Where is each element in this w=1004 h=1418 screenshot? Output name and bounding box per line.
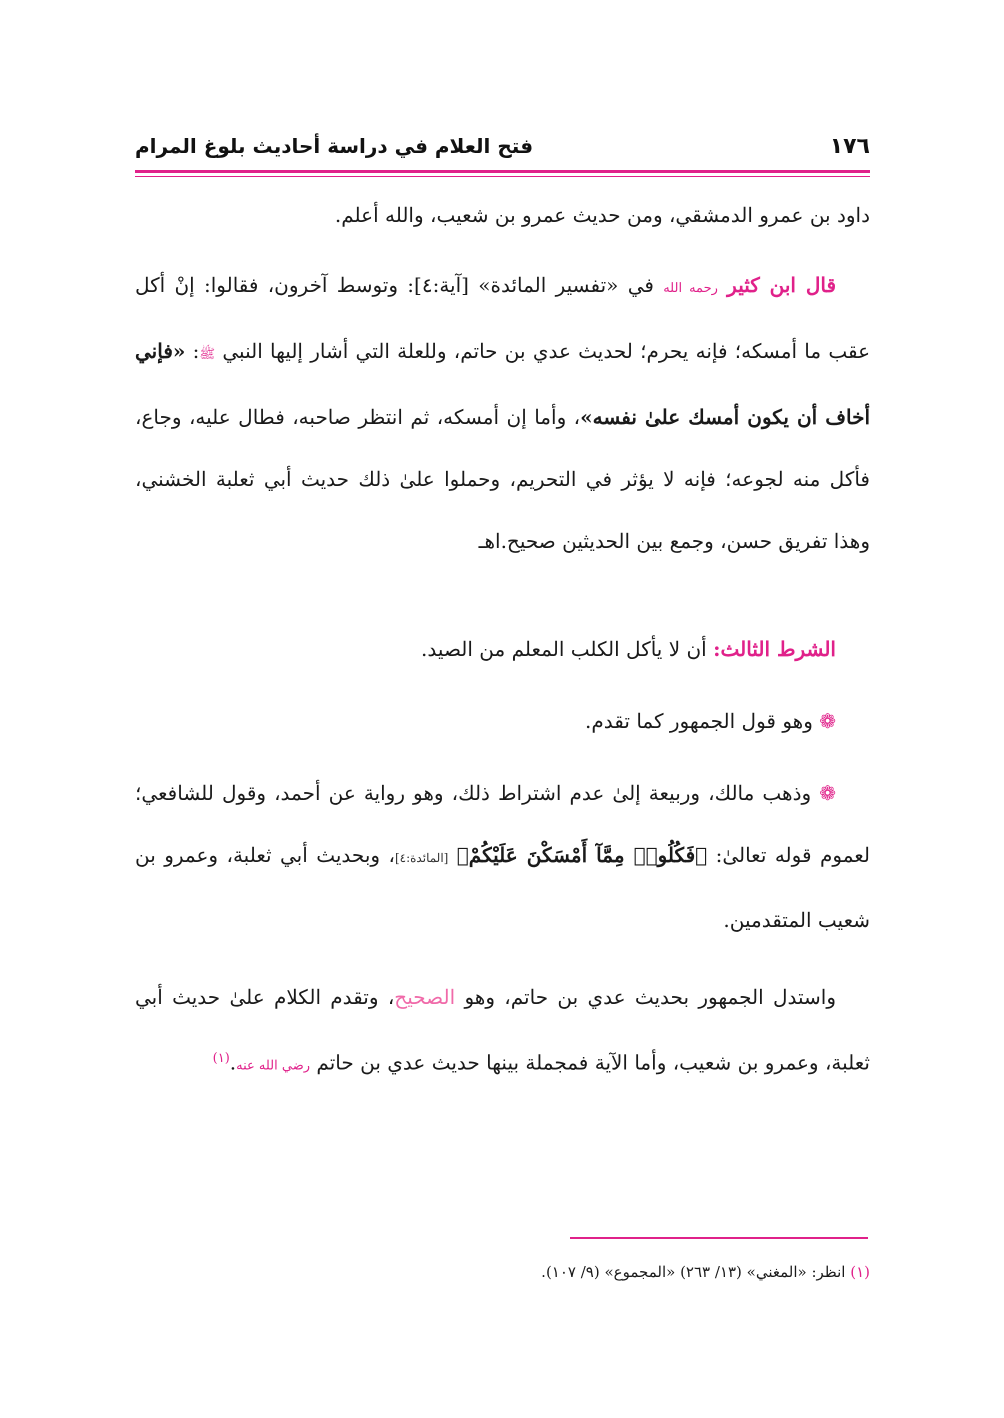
hadith-quote: «فإني أخاف أن يكون أمسك علىٰ نفسه»: [135, 339, 871, 429]
paragraph-malik-view: ❁ وذهب مالك، وربيعة إلىٰ عدم اشتراط ذلك، وهو رواية عن أحمد، وقول للشافعي؛ لعموم قوله تعالىٰ: ﴿فَكُلُوا۟ مِمَّآ أَمْسَكْنَ عَلَيْكُمْ﴾ [المائدة:٤]، وبحديث أبي ثعلبة، وعمرو بن شعيب المتقدمين.: [135, 781, 870, 932]
honorific: رحمه الله: [663, 281, 718, 296]
paragraph-text: : وتوسط آخرون، فقالوا: إنْ أكل عقب ما أمسكه؛ فإنه يحرم؛ لحديث عدي بن حاتم، وللعلة التي أشار إليها النبي: [135, 273, 871, 363]
footnote-marker[interactable]: (١): [212, 1051, 230, 1066]
source-reference: [آية:٤]: [414, 273, 469, 297]
paragraph-majority-view: ❁ وهو قول الجمهور كما تقدم.: [585, 709, 836, 733]
book-title: فتح العلام في دراسة أحاديث بلوغ المرام: [135, 134, 534, 158]
paragraph-conclusion: واستدل الجمهور بحديث عدي بن حاتم، وهو الصحيح، وتقدم الكلام علىٰ حديث أبي ثعلبة، وعمرو بن شعيب، وأما الآية فمجملة بينها حديث عدي بن حاتم رضي الله عنه.$^{(١)}$: [135, 985, 870, 1075]
salawat-symbol: ﷺ: [199, 347, 216, 362]
paragraph-continuation: داود بن عمرو الدمشقي، ومن حديث عمرو بن شعيب، والله أعلم.: [334, 203, 870, 227]
colon: :: [192, 339, 200, 363]
header-rule-thin: [135, 176, 870, 177]
quran-verse: ﴿فَكُلُوا۟ مِمَّآ أَمْسَكْنَ عَلَيْكُمْ﴾: [456, 843, 708, 867]
honorific: رضي الله عنه: [236, 1058, 311, 1074]
footnote-rule: [570, 1237, 868, 1239]
paragraph-text-continued: ، وأما إن أمسكه، ثم انتظر صاحبه، فطال عليه، وجاع، فأكل منه لجوعه؛ فإنه لا يؤثر في التحريم، وحملوا علىٰ ذلك حديث أبي ثعلبة الخشني، وهذا تفريق حسن، وجمع بين الحديثين صحيح.اهـ: [135, 405, 870, 553]
footnote-text: انظر: «المغني» (١٣/ ٢٦٣) «المجموع» (٩/ ١٠٧).: [541, 1263, 851, 1281]
flower-bullet-icon: ❁: [819, 781, 836, 805]
source-title: «تفسير المائدة»: [478, 273, 619, 297]
verse-reference: [المائدة:٤]: [394, 851, 449, 865]
page-number: ١٧٦: [829, 133, 870, 159]
condition-label: الشرط الثالث:: [713, 637, 836, 661]
flower-bullet-icon: ❁: [819, 709, 836, 733]
footnote-number: (١): [850, 1263, 870, 1281]
paragraph-third-condition: الشرط الثالث: أن لا يأكل الكلب المعلم من الصيد.: [421, 637, 836, 661]
running-header: [135, 128, 870, 164]
highlight-sahih: الصحيح: [394, 985, 456, 1009]
speaker-name: قال ابن كثير: [727, 273, 837, 297]
word-fi: في: [627, 273, 654, 297]
header-rule: [135, 170, 870, 173]
footnote: [135, 1258, 870, 1286]
paragraph-ibn-kathir: [135, 254, 870, 572]
